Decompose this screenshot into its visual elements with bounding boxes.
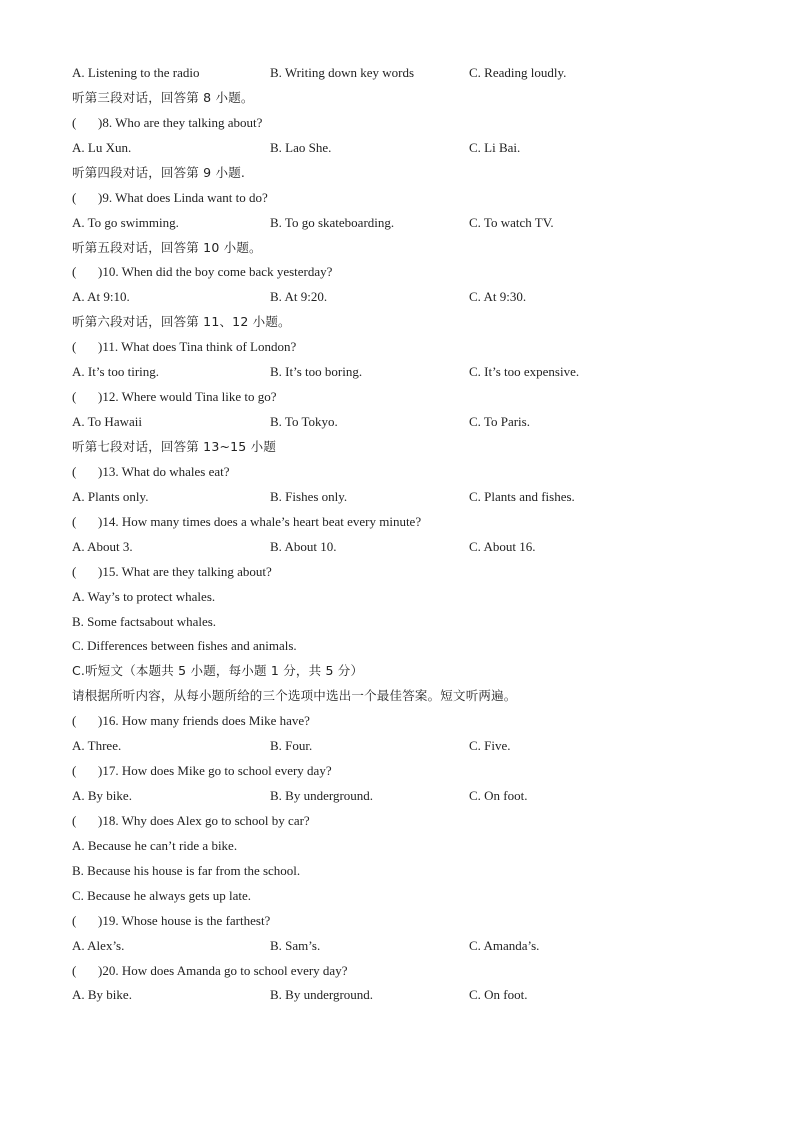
option-b: B. It’s too boring. — [270, 364, 363, 380]
question — [72, 961, 347, 981]
option-b: B. To Tokyo. — [270, 414, 338, 429]
answer-blank: ( — [72, 189, 77, 205]
question-text: )18. Why does Alex go to school by car? — [98, 812, 310, 828]
answer-blank: ( — [72, 264, 77, 280]
question — [72, 337, 296, 357]
options-row — [72, 138, 712, 158]
section-instruction: 听第六段对话，回答第 11、12 小题。 — [72, 314, 291, 330]
options-row — [72, 786, 712, 806]
option-line: A. Way’s to protect whales. — [72, 588, 216, 604]
option-c: C. On foot. — [469, 788, 528, 803]
options-row — [72, 287, 712, 307]
option-b: B. Sam’s. — [270, 937, 321, 953]
question-text: )9. What does Linda want to do? — [98, 189, 268, 205]
question-text: )14. How many times does a whale’s heart beat every minute? — [98, 513, 422, 529]
question — [72, 462, 230, 482]
option-a: A. To Hawaii — [72, 414, 142, 429]
option-c: C. At 9:30. — [469, 289, 527, 305]
answer-blank: ( — [72, 463, 77, 479]
option-b: B. To go skateboarding. — [270, 214, 395, 230]
options-row — [72, 362, 712, 382]
options-row — [72, 213, 712, 233]
section-instruction: 听第七段对话，回答第 13~15 小题 — [72, 438, 277, 454]
question — [72, 711, 310, 731]
option-b: B. Writing down key words — [270, 65, 415, 80]
section-instruction: C.听短文（本题共 5 小题，每小题 1 分，共 5 分） — [72, 663, 364, 679]
question — [72, 562, 272, 582]
question — [72, 811, 310, 831]
question — [72, 911, 270, 931]
option-a: A. To go swimming. — [72, 214, 179, 230]
option-line: C. Because he always gets up late. — [72, 887, 252, 903]
options-row — [72, 537, 712, 557]
answer-blank: ( — [72, 114, 77, 130]
question-text: )15. What are they talking about? — [98, 563, 272, 579]
options-row — [72, 412, 712, 432]
option-a: A. About 3. — [72, 538, 133, 554]
option-line: C. Differences between fishes and animals. — [72, 638, 297, 654]
option-a: A. Three. — [72, 738, 122, 754]
options-row — [72, 736, 712, 756]
answer-blank: ( — [72, 713, 77, 729]
options-row — [72, 487, 712, 507]
answer-blank: ( — [72, 513, 77, 529]
answer-blank: ( — [72, 563, 77, 579]
option-a: A. By bike. — [72, 788, 132, 803]
option-b: B. Fishes only. — [270, 488, 348, 504]
option-b: B. At 9:20. — [270, 289, 328, 305]
option-b: B. Lao She. — [270, 139, 332, 155]
question — [72, 512, 421, 532]
answer-blank: ( — [72, 812, 77, 828]
option-c: C. Amanda’s. — [469, 937, 540, 953]
question-text: )17. How does Mike go to school every day? — [98, 763, 332, 778]
question-text: )16. How many friends does Mike have? — [98, 713, 310, 729]
option-line: B. Some factsabout whales. — [72, 613, 217, 629]
section-instruction: 听第五段对话，回答第 10 小题。 — [72, 239, 262, 255]
answer-blank: ( — [72, 389, 77, 405]
option-a: A. By bike. — [72, 987, 132, 1003]
options-row — [72, 985, 712, 1005]
option-c: C. Li Bai. — [469, 139, 521, 155]
option-a: A. Lu Xun. — [72, 139, 132, 155]
section-instruction: 请根据所听内容，从每小题所给的三个选项中选出一个最佳答案。短文听两遍。 — [72, 688, 517, 704]
question — [72, 113, 262, 133]
option-c: C. To Paris. — [469, 414, 530, 429]
section-instruction: 听第四段对话，回答第 9 小题. — [72, 164, 246, 180]
options-row — [72, 63, 712, 83]
answer-blank: ( — [72, 912, 77, 928]
option-b: B. By underground. — [270, 987, 374, 1003]
option-a: A. Alex’s. — [72, 937, 125, 953]
option-a: A. Listening to the radio — [72, 65, 200, 80]
question-text: )20. How does Amanda go to school every day? — [98, 962, 348, 978]
option-line: B. Because his house is far from the school. — [72, 862, 301, 878]
question — [72, 761, 332, 781]
answer-blank: ( — [72, 763, 77, 778]
question-text: )12. Where would Tina like to go? — [98, 389, 277, 405]
question-text: )8. Who are they talking about? — [98, 114, 263, 130]
option-line: A. Because he can’t ride a bike. — [72, 837, 238, 853]
option-c: C. About 16. — [469, 538, 536, 554]
question — [72, 387, 277, 407]
option-a: A. It’s too tiring. — [72, 364, 160, 380]
question-text: )10. When did the boy come back yesterday? — [98, 264, 333, 280]
section-instruction: 听第三段对话，回答第 8 小题。 — [72, 89, 254, 105]
option-c: C. It’s too expensive. — [469, 364, 580, 380]
question — [72, 262, 332, 282]
question-text: )19. Whose house is the farthest? — [98, 912, 271, 928]
answer-blank: ( — [72, 962, 77, 978]
option-a: A. At 9:10. — [72, 289, 130, 305]
question-text: )13. What do whales eat? — [98, 463, 230, 479]
option-b: B. Four. — [270, 738, 313, 754]
option-c: C. Five. — [469, 738, 511, 754]
option-c: C. Reading loudly. — [469, 65, 567, 80]
option-a: A. Plants only. — [72, 488, 149, 504]
options-row — [72, 936, 712, 956]
option-c: C. On foot. — [469, 987, 528, 1003]
option-c: C. Plants and fishes. — [469, 488, 575, 504]
question — [72, 188, 268, 208]
option-b: B. By underground. — [270, 788, 374, 803]
question-text: )11. What does Tina think of London? — [98, 339, 297, 355]
option-b: B. About 10. — [270, 538, 337, 554]
option-c: C. To watch TV. — [469, 214, 554, 230]
answer-blank: ( — [72, 339, 77, 355]
